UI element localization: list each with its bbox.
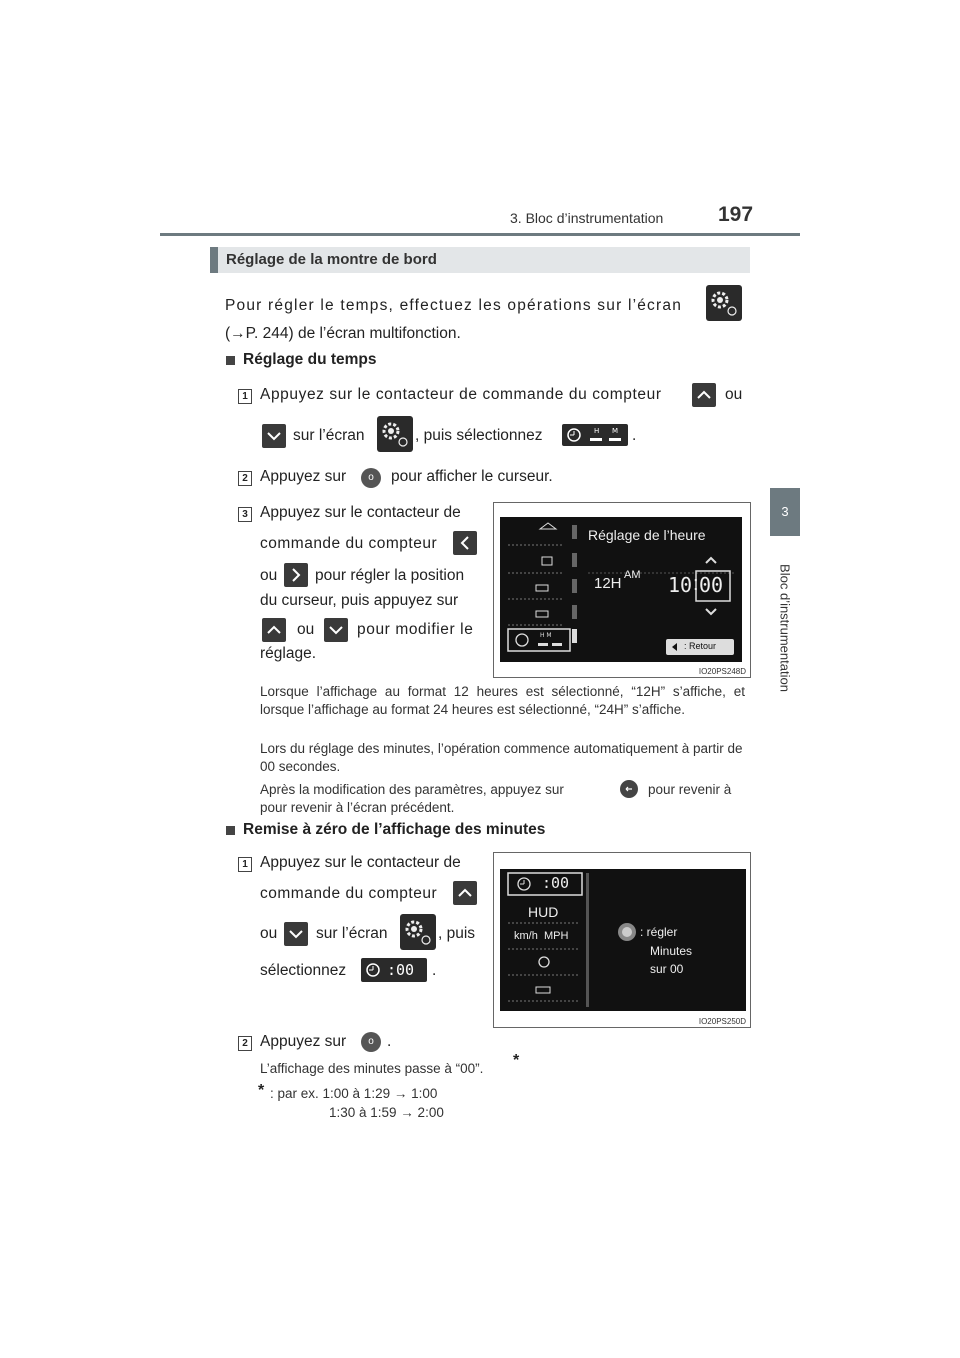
chapter-tab-label — [770, 548, 800, 708]
chevron-up-icon — [692, 383, 716, 407]
step3-line-5b: pour modifier le — [357, 621, 474, 638]
display-units: km/h MPH — [514, 930, 569, 942]
subsection-title-1: Réglage du temps — [243, 351, 377, 368]
step3-line-1: Appuyez sur le contacteur de — [260, 504, 461, 521]
footnote-star-2: * — [258, 1082, 265, 1099]
display-back-label: : Retour — [684, 641, 717, 651]
footnote-line-2: 1:30 à 1:59 → 2:00 — [329, 1105, 444, 1120]
svg-text:H: H — [594, 427, 600, 435]
chapter-title: 3. Bloc d’instrumentation — [510, 210, 664, 226]
note-12h-24h: Lorsque l’affichage au format 12 heures est sélectionné, “12H” s’affiche, et lorsque l’affichage au format 24 heures est sélectionné, “24H” s’affiche. — [260, 684, 745, 717]
section-heading — [210, 247, 750, 273]
display-screen — [500, 869, 746, 1011]
note-back-a: Après la modification des paramètres, appuyez sur — [260, 782, 564, 797]
svg-text:M: M — [612, 427, 619, 435]
bullet-square — [226, 826, 235, 835]
chevron-down-icon — [262, 424, 286, 448]
page-number: 197 — [718, 203, 754, 226]
display-hours: 10 — [668, 573, 693, 597]
bullet-square — [226, 356, 235, 365]
chapter-tab-text: Bloc d’instrumentation — [777, 564, 793, 692]
chevron-right-icon — [284, 563, 308, 587]
chevron-down-icon — [284, 922, 308, 946]
settings-screen-icon — [377, 416, 413, 452]
chevron-left-icon — [453, 531, 477, 555]
note-back-b2: pour revenir à l’écran précédent. — [260, 800, 455, 815]
clock-hm-icon — [562, 424, 628, 446]
step3-line-5a: ou — [297, 621, 315, 638]
chevron-up-icon — [262, 618, 286, 642]
step3-line-3a: ou — [260, 567, 278, 584]
step3-line-3b: pour régler la position — [315, 567, 465, 584]
chapter-tab: 3 — [770, 488, 800, 536]
step1-text-a: Appuyez sur le contacteur de commande du compteur — [260, 386, 662, 403]
s2-step1-line-2: commande du compteur — [260, 885, 438, 902]
intro-line-1: Pour régler le temps, effectuez les opérations sur l’écran — [225, 297, 683, 314]
chevron-up-icon — [453, 881, 477, 905]
step-number: 2 — [238, 471, 252, 486]
section-title: Réglage de la montre de bord — [226, 251, 437, 268]
step-number: 2 — [238, 1036, 252, 1051]
display-minutes: :00 — [542, 874, 570, 892]
s2-step1-line-4: sélectionnez — [260, 962, 347, 979]
display-ok-line2: Minutes — [650, 944, 693, 958]
display-colon: : — [693, 573, 699, 595]
s2-step2-text-b: . — [387, 1033, 392, 1050]
figure-code: IO20PS248D — [698, 667, 746, 676]
settings-screen-icon — [706, 285, 742, 321]
display-screen — [500, 517, 742, 662]
step3-line-4: du curseur, puis appuyez sur — [260, 592, 459, 609]
display-ampm: AM — [624, 569, 641, 581]
settings-screen-icon — [400, 914, 436, 950]
step3-line-2: commande du compteur — [260, 535, 438, 552]
s2-step2-text-a: Appuyez sur — [260, 1033, 347, 1050]
clock-minutes-label: :00 — [387, 961, 415, 979]
step2-text-a: Appuyez sur — [260, 468, 347, 485]
step1-text-c: sur l’écran — [293, 427, 365, 444]
subsection-title-2: Remise à zéro de l’affichage des minutes — [243, 821, 546, 838]
figure-time-setting — [493, 502, 751, 678]
display-format: 12H — [594, 575, 622, 592]
step1-text-b: ou — [725, 386, 743, 403]
header-rule — [160, 233, 800, 236]
display-title: Réglage de l’heure — [588, 527, 706, 543]
s2-step1-line-1: Appuyez sur le contacteur de — [260, 854, 461, 871]
display-ok-label: : régler — [640, 925, 678, 939]
chevron-down-icon — [324, 618, 348, 642]
step-number: 1 — [238, 389, 252, 404]
figure-code: IO20PS250D — [698, 1017, 746, 1026]
step1-text-d: , puis sélectionnez — [415, 427, 543, 444]
s2-step1-line-3a: ou — [260, 925, 278, 942]
display-minutes: 00 — [699, 573, 724, 597]
note-back-b1: pour revenir à — [648, 782, 732, 797]
step-number: 3 — [238, 507, 252, 522]
step-number: 1 — [238, 857, 252, 872]
footnote-star: * — [513, 1052, 520, 1069]
figure-minutes-reset — [493, 852, 751, 1028]
back-icon — [620, 780, 638, 798]
clock-minutes-icon — [361, 958, 427, 982]
s2-step1-line-3b: sur l’écran — [316, 925, 388, 942]
display-hud: HUD — [528, 904, 559, 920]
ok-button-icon: o — [361, 468, 381, 488]
ok-button-icon: o — [361, 1032, 381, 1052]
note-minutes-00: L’affichage des minutes passe à “00”. — [260, 1061, 484, 1076]
footnote-line-1: : par ex. 1:00 à 1:29 → 1:00 — [270, 1086, 438, 1101]
step3-line-6: réglage. — [260, 645, 317, 662]
display-ok-line3: sur 00 — [650, 962, 684, 976]
step2-text-b: pour afficher le curseur. — [391, 468, 553, 485]
s2-step1-line-3c: , puis — [438, 925, 476, 942]
note-seconds: Lors du réglage des minutes, l’opération commence automatiquement à partir de 00 secondes. — [260, 741, 743, 774]
step1-text-e: . — [632, 427, 637, 444]
s2-step1-line-4b: . — [432, 962, 437, 979]
svg-text:H M: H M — [540, 632, 552, 639]
intro-line-2: (→P. 244) de l’écran multifonction. — [225, 325, 461, 342]
